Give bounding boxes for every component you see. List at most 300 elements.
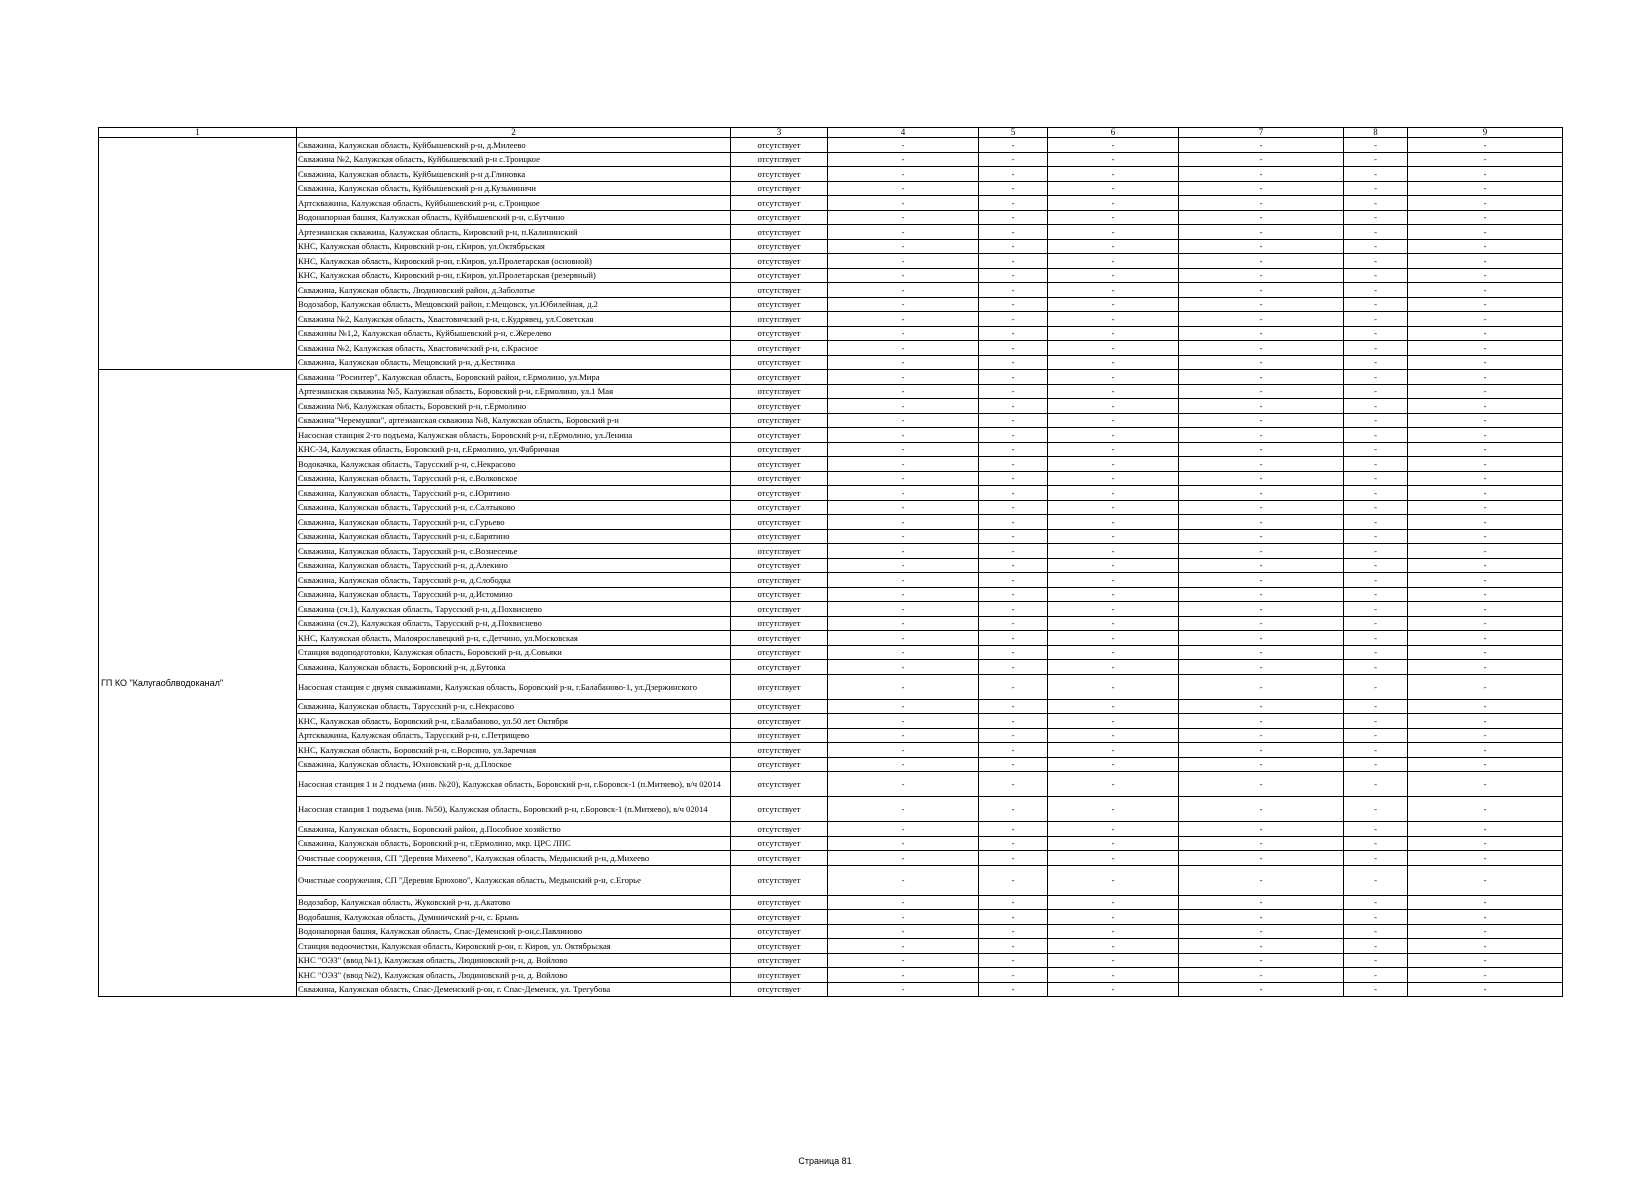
dash-cell: -	[1344, 457, 1408, 472]
dash-cell: -	[1344, 529, 1408, 544]
table-row	[99, 772, 1563, 797]
dash-cell: -	[979, 529, 1048, 544]
dash-cell: -	[1179, 297, 1344, 312]
object-cell: Скважина, Калужская область, Мещовский р-н, д.Кестинка	[297, 355, 731, 370]
object-cell: Артскважина, Калужская область, Тарусский р-н, с.Петрищево	[297, 728, 731, 743]
dash-cell: -	[828, 152, 979, 167]
dash-cell: -	[1408, 283, 1563, 298]
dash-cell: -	[979, 587, 1048, 602]
table-row	[99, 573, 1563, 588]
dash-cell: -	[1179, 674, 1344, 699]
dash-cell: -	[979, 939, 1048, 954]
dash-cell: -	[1179, 939, 1344, 954]
dash-cell: -	[828, 953, 979, 968]
dash-cell: -	[979, 822, 1048, 837]
dash-cell: -	[1179, 471, 1344, 486]
object-cell: Скважина, Калужская область, Тарусский р-н, д.Истомино	[297, 587, 731, 602]
dash-cell: -	[828, 822, 979, 837]
object-cell: Насосная станция 1 и 2 подъема (инв. №20), Калужская область, Боровский р-н, г.Боровск-1 (п.Митяево), в/ч 02014	[297, 772, 731, 797]
table-row	[99, 254, 1563, 269]
dash-cell: -	[1344, 924, 1408, 939]
dash-cell: -	[1408, 728, 1563, 743]
status-cell: отсутствует	[731, 399, 828, 414]
dash-cell: -	[828, 471, 979, 486]
dash-cell: -	[979, 645, 1048, 660]
dash-cell: -	[1408, 399, 1563, 414]
object-cell: Станция водоочистки, Калужская область, Кировский р-он, г. Киров, ул. Октябрьская	[297, 939, 731, 954]
dash-cell: -	[1408, 982, 1563, 997]
dash-cell: -	[979, 544, 1048, 559]
dash-cell: -	[1048, 210, 1179, 225]
dash-cell: -	[1344, 326, 1408, 341]
dash-cell: -	[1344, 743, 1408, 758]
dash-cell: -	[828, 836, 979, 851]
dash-cell: -	[1344, 399, 1408, 414]
dash-cell: -	[979, 413, 1048, 428]
dash-cell: -	[828, 138, 979, 153]
table-row	[99, 297, 1563, 312]
status-cell: отсутствует	[731, 772, 828, 797]
status-cell: отсутствует	[731, 714, 828, 729]
status-cell: отсутствует	[731, 728, 828, 743]
dash-cell: -	[1048, 152, 1179, 167]
dash-cell: -	[1344, 428, 1408, 443]
status-cell: отсутствует	[731, 486, 828, 501]
dash-cell: -	[979, 714, 1048, 729]
status-cell: отсутствует	[731, 743, 828, 758]
dash-cell: -	[979, 312, 1048, 327]
dash-cell: -	[1179, 573, 1344, 588]
dash-cell: -	[979, 254, 1048, 269]
dash-cell: -	[828, 602, 979, 617]
dash-cell: -	[1344, 674, 1408, 699]
object-cell: Скважина №6, Калужская область, Боровский р-н, г.Ермолино	[297, 399, 731, 414]
table-row	[99, 239, 1563, 254]
table-row	[99, 312, 1563, 327]
dash-cell: -	[1179, 486, 1344, 501]
dash-cell: -	[1048, 714, 1179, 729]
dash-cell: -	[1179, 587, 1344, 602]
dash-cell: -	[1408, 743, 1563, 758]
dash-cell: -	[979, 167, 1048, 182]
status-cell: отсутствует	[731, 515, 828, 530]
dash-cell: -	[1344, 714, 1408, 729]
dash-cell: -	[1408, 370, 1563, 385]
dash-cell: -	[1179, 822, 1344, 837]
dash-cell: -	[1408, 442, 1563, 457]
status-cell: отсутствует	[731, 836, 828, 851]
column-header: 3	[731, 128, 828, 138]
dash-cell: -	[1179, 341, 1344, 356]
dash-cell: -	[1179, 181, 1344, 196]
table-row	[99, 442, 1563, 457]
dash-cell: -	[979, 982, 1048, 997]
table-row	[99, 953, 1563, 968]
object-cell: Скважина, Калужская область, Юхновский р-н, д.Плоское	[297, 757, 731, 772]
dash-cell: -	[1048, 822, 1179, 837]
dash-cell: -	[1048, 924, 1179, 939]
dash-cell: -	[1048, 910, 1179, 925]
dash-cell: -	[1408, 895, 1563, 910]
dash-cell: -	[1048, 399, 1179, 414]
dash-cell: -	[1408, 757, 1563, 772]
dash-cell: -	[1179, 515, 1344, 530]
dash-cell: -	[979, 631, 1048, 646]
status-cell: отсутствует	[731, 982, 828, 997]
status-cell: отсутствует	[731, 225, 828, 240]
table-row	[99, 558, 1563, 573]
dash-cell: -	[1048, 167, 1179, 182]
dash-cell: -	[1179, 968, 1344, 983]
dash-cell: -	[1048, 413, 1179, 428]
dash-cell: -	[1344, 660, 1408, 675]
object-cell: Водозабор, Калужская область, Жуковский р-н, д.Акатово	[297, 895, 731, 910]
header-row	[99, 128, 1563, 138]
dash-cell: -	[828, 370, 979, 385]
dash-cell: -	[1179, 210, 1344, 225]
dash-cell: -	[1344, 225, 1408, 240]
table-row	[99, 471, 1563, 486]
dash-cell: -	[828, 699, 979, 714]
object-cell: Скважина, Калужская область, Тарусский р-н, с.Вознесенье	[297, 544, 731, 559]
page-footer: Страница 81	[798, 1156, 852, 1166]
status-cell: отсутствует	[731, 196, 828, 211]
table-row	[99, 486, 1563, 501]
status-cell: отсутствует	[731, 865, 828, 895]
status-cell: отсутствует	[731, 138, 828, 153]
dash-cell: -	[1048, 953, 1179, 968]
dash-cell: -	[828, 529, 979, 544]
dash-cell: -	[828, 341, 979, 356]
dash-cell: -	[1408, 326, 1563, 341]
dash-cell: -	[1408, 836, 1563, 851]
dash-cell: -	[828, 865, 979, 895]
column-header: 9	[1408, 128, 1563, 138]
dash-cell: -	[979, 384, 1048, 399]
dash-cell: -	[1179, 743, 1344, 758]
dash-cell: -	[979, 486, 1048, 501]
status-cell: отсутствует	[731, 326, 828, 341]
object-cell: КНС, Калужская область, Кировский р-он, г.Киров, ул.Пролетарская (резервный)	[297, 268, 731, 283]
object-cell: Насосная станция 1 подъема (инв. №50), Калужская область, Боровский р-н, г.Боровск-1 (п.Митяево), в/ч 02014	[297, 797, 731, 822]
object-cell: Скважина, Калужская область, Тарусский р-н, с.Барятино	[297, 529, 731, 544]
dash-cell: -	[1408, 558, 1563, 573]
dash-cell: -	[828, 851, 979, 866]
table-row	[99, 268, 1563, 283]
dash-cell: -	[1179, 138, 1344, 153]
dash-cell: -	[1344, 167, 1408, 182]
dash-cell: -	[1048, 529, 1179, 544]
table-row	[99, 728, 1563, 743]
status-cell: отсутствует	[731, 558, 828, 573]
dash-cell: -	[1179, 924, 1344, 939]
dash-cell: -	[1344, 968, 1408, 983]
dash-cell: -	[1408, 910, 1563, 925]
object-cell: КНС, Калужская область, Малоярославецкий р-н, с.Детчино, ул.Московская	[297, 631, 731, 646]
status-cell: отсутствует	[731, 953, 828, 968]
dash-cell: -	[828, 660, 979, 675]
object-cell: Скважина, Калужская область, Тарусский р-н, с.Волковское	[297, 471, 731, 486]
dash-cell: -	[828, 167, 979, 182]
dash-cell: -	[1344, 152, 1408, 167]
dash-cell: -	[1048, 851, 1179, 866]
dash-cell: -	[828, 968, 979, 983]
object-cell: Очистные сооружения, СП "Деревня Михеево", Калужская область, Медынский р-н, д.Михеево	[297, 851, 731, 866]
table-row	[99, 152, 1563, 167]
dash-cell: -	[1344, 181, 1408, 196]
dash-cell: -	[1048, 743, 1179, 758]
table-row	[99, 822, 1563, 837]
dash-cell: -	[1344, 587, 1408, 602]
object-cell: Скважина (сч.2), Калужская область, Тарусский р-н, д.Похвиснево	[297, 616, 731, 631]
table-row	[99, 714, 1563, 729]
dash-cell: -	[979, 152, 1048, 167]
dash-cell: -	[1048, 428, 1179, 443]
dash-cell: -	[1179, 895, 1344, 910]
status-cell: отсутствует	[731, 210, 828, 225]
dash-cell: -	[1344, 772, 1408, 797]
dash-cell: -	[1344, 544, 1408, 559]
dash-cell: -	[828, 674, 979, 699]
object-cell: Скважина, Калужская область, Куйбышевский р-н д.Глиновка	[297, 167, 731, 182]
dash-cell: -	[828, 384, 979, 399]
dash-cell: -	[1179, 370, 1344, 385]
status-cell: отсутствует	[731, 910, 828, 925]
dash-cell: -	[828, 457, 979, 472]
status-cell: отсутствует	[731, 631, 828, 646]
status-cell: отсутствует	[731, 457, 828, 472]
dash-cell: -	[828, 268, 979, 283]
status-cell: отсутствует	[731, 757, 828, 772]
dash-cell: -	[828, 254, 979, 269]
dash-cell: -	[979, 355, 1048, 370]
dash-cell: -	[1179, 910, 1344, 925]
dash-cell: -	[1179, 225, 1344, 240]
dash-cell: -	[828, 924, 979, 939]
table-row	[99, 138, 1563, 153]
dash-cell: -	[1179, 982, 1344, 997]
dash-cell: -	[1048, 645, 1179, 660]
dash-cell: -	[828, 743, 979, 758]
column-header: 2	[297, 128, 731, 138]
table-body	[99, 138, 1563, 997]
dash-cell: -	[828, 587, 979, 602]
object-cell: Станция водоподготовки, Калужская область, Боровский р-н, д.Совьяки	[297, 645, 731, 660]
dash-cell: -	[1408, 254, 1563, 269]
object-cell: Скважина, Калужская область, Боровский р-н, д.Бутовка	[297, 660, 731, 675]
dash-cell: -	[979, 471, 1048, 486]
dash-cell: -	[979, 138, 1048, 153]
dash-cell: -	[1408, 312, 1563, 327]
dash-cell: -	[828, 544, 979, 559]
dash-cell: -	[1408, 486, 1563, 501]
dash-cell: -	[979, 968, 1048, 983]
dash-cell: -	[1344, 297, 1408, 312]
status-cell: отсутствует	[731, 341, 828, 356]
dash-cell: -	[979, 428, 1048, 443]
dash-cell: -	[1344, 865, 1408, 895]
dash-cell: -	[1344, 210, 1408, 225]
dash-cell: -	[1179, 544, 1344, 559]
dash-cell: -	[1408, 587, 1563, 602]
dash-cell: -	[1344, 910, 1408, 925]
dash-cell: -	[1344, 982, 1408, 997]
dash-cell: -	[979, 297, 1048, 312]
dash-cell: -	[1408, 428, 1563, 443]
dash-cell: -	[1344, 939, 1408, 954]
table-row	[99, 326, 1563, 341]
dash-cell: -	[1408, 500, 1563, 515]
dash-cell: -	[1179, 631, 1344, 646]
dash-cell: -	[828, 442, 979, 457]
column-header: 8	[1344, 128, 1408, 138]
dash-cell: -	[1048, 699, 1179, 714]
status-cell: отсутствует	[731, 428, 828, 443]
dash-cell: -	[1179, 239, 1344, 254]
object-cell: Водонапорная башня, Калужская область, Куйбышевский р-н, с.Бутчино	[297, 210, 731, 225]
dash-cell: -	[828, 728, 979, 743]
dash-cell: -	[828, 797, 979, 822]
object-cell: Артскважина, Калужская область, Куйбышевский р-н, с.Троицкое	[297, 196, 731, 211]
status-cell: отсутствует	[731, 822, 828, 837]
object-cell: Скважина, Калужская область, Людиновский район, д.Заболотье	[297, 283, 731, 298]
object-cell: КНС, Калужская область, Кировский р-он, г.Киров, ул.Пролетарская (основной)	[297, 254, 731, 269]
dash-cell: -	[1048, 616, 1179, 631]
dash-cell: -	[1408, 138, 1563, 153]
dash-cell: -	[1344, 413, 1408, 428]
dash-cell: -	[1179, 699, 1344, 714]
dash-cell: -	[1344, 558, 1408, 573]
object-cell: Скважина, Калужская область, Тарусский р-н, с.Юрятино	[297, 486, 731, 501]
status-cell: отсутствует	[731, 384, 828, 399]
dash-cell: -	[828, 283, 979, 298]
table-row	[99, 413, 1563, 428]
dash-cell: -	[1408, 851, 1563, 866]
dash-cell: -	[1048, 326, 1179, 341]
dash-cell: -	[1408, 355, 1563, 370]
dash-cell: -	[828, 500, 979, 515]
dash-cell: -	[1344, 341, 1408, 356]
dash-cell: -	[1179, 500, 1344, 515]
column-header: 6	[1048, 128, 1179, 138]
dash-cell: -	[1408, 797, 1563, 822]
dash-cell: -	[1344, 138, 1408, 153]
dash-cell: -	[1408, 225, 1563, 240]
dash-cell: -	[1408, 616, 1563, 631]
dash-cell: -	[1048, 181, 1179, 196]
dash-cell: -	[1408, 699, 1563, 714]
dash-cell: -	[1179, 167, 1344, 182]
dash-cell: -	[1048, 836, 1179, 851]
status-cell: отсутствует	[731, 924, 828, 939]
dash-cell: -	[1048, 865, 1179, 895]
dash-cell: -	[1048, 239, 1179, 254]
object-cell: Скважина, Калужская область, Тарусский р-н, с.Некрасово	[297, 699, 731, 714]
dash-cell: -	[1408, 515, 1563, 530]
dash-cell: -	[1048, 939, 1179, 954]
dash-cell: -	[1048, 370, 1179, 385]
dash-cell: -	[1179, 660, 1344, 675]
status-cell: отсутствует	[731, 152, 828, 167]
dash-cell: -	[1179, 283, 1344, 298]
dash-cell: -	[1048, 728, 1179, 743]
dash-cell: -	[979, 370, 1048, 385]
dash-cell: -	[979, 728, 1048, 743]
table-row	[99, 699, 1563, 714]
table-row	[99, 181, 1563, 196]
dash-cell: -	[1408, 471, 1563, 486]
dash-cell: -	[1179, 152, 1344, 167]
dash-cell: -	[979, 757, 1048, 772]
status-cell: отсутствует	[731, 573, 828, 588]
dash-cell: -	[1408, 544, 1563, 559]
dash-cell: -	[1179, 312, 1344, 327]
dash-cell: -	[1048, 631, 1179, 646]
dash-cell: -	[1048, 500, 1179, 515]
dash-cell: -	[1179, 413, 1344, 428]
dash-cell: -	[1179, 616, 1344, 631]
object-cell: Водозабор, Калужская область, Мещовский район, г.Мещовск, ул.Юбилейная, д.2	[297, 297, 731, 312]
dash-cell: -	[1408, 268, 1563, 283]
dash-cell: -	[828, 486, 979, 501]
dash-cell: -	[1344, 283, 1408, 298]
dash-cell: -	[1179, 602, 1344, 617]
dash-cell: -	[1344, 239, 1408, 254]
dash-cell: -	[1179, 457, 1344, 472]
object-cell: Скважина, Калужская область, Тарусский р-н, с.Салтыково	[297, 500, 731, 515]
status-cell: отсутствует	[731, 968, 828, 983]
dash-cell: -	[1048, 341, 1179, 356]
dash-cell: -	[1344, 573, 1408, 588]
dash-cell: -	[979, 699, 1048, 714]
dash-cell: -	[1344, 442, 1408, 457]
dash-cell: -	[1048, 757, 1179, 772]
table-row	[99, 631, 1563, 646]
dash-cell: -	[979, 196, 1048, 211]
dash-cell: -	[1179, 772, 1344, 797]
status-cell: отсутствует	[731, 370, 828, 385]
column-header: 5	[979, 128, 1048, 138]
dash-cell: -	[1048, 283, 1179, 298]
status-cell: отсутствует	[731, 895, 828, 910]
dash-cell: -	[1048, 355, 1179, 370]
dash-cell: -	[1408, 674, 1563, 699]
dash-cell: -	[828, 939, 979, 954]
object-cell: Водонапорная башня, Калужская область, Спас-Деменский р-он,с.Павлиново	[297, 924, 731, 939]
dash-cell: -	[828, 181, 979, 196]
status-cell: отсутствует	[731, 297, 828, 312]
organization-cell	[99, 138, 297, 370]
dash-cell: -	[1179, 728, 1344, 743]
object-cell: Скважина"Черемушки", артезианская скважина №8, Калужская область, Боровский р-н	[297, 413, 731, 428]
status-cell: отсутствует	[731, 529, 828, 544]
dash-cell: -	[1048, 486, 1179, 501]
table-row	[99, 500, 1563, 515]
status-cell: отсутствует	[731, 268, 828, 283]
object-cell: КНС "ОЭЗ" (ввод №2), Калужская область, Людиновский р-н, д. Войлово	[297, 968, 731, 983]
dash-cell: -	[828, 573, 979, 588]
object-cell: Скважина, Калужская область, Куйбышевский р-н д.Кузьминичи	[297, 181, 731, 196]
table-row	[99, 341, 1563, 356]
object-cell: Скважина, Калужская область, Тарусский р-н, с.Гурьево	[297, 515, 731, 530]
dash-cell: -	[979, 573, 1048, 588]
dash-cell: -	[979, 225, 1048, 240]
dash-cell: -	[828, 225, 979, 240]
dash-cell: -	[1048, 558, 1179, 573]
dash-cell: -	[1179, 254, 1344, 269]
dash-cell: -	[1048, 384, 1179, 399]
dash-cell: -	[1048, 660, 1179, 675]
